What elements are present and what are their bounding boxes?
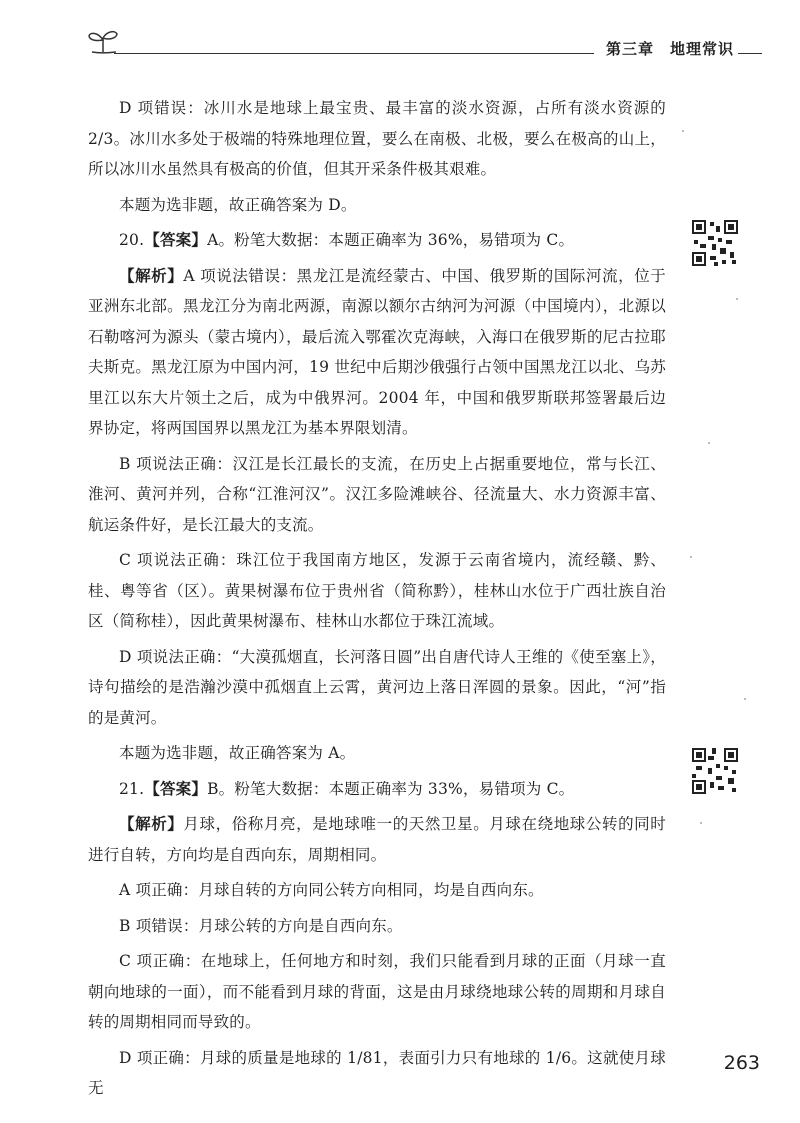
- paragraph-text: 月球，俗称月亮，是地球唯一的天然卫星。月球在绕地球公转的同时进行自转，方向均是自西向东，周期相同。: [88, 815, 666, 864]
- scan-speck: [690, 556, 692, 558]
- paragraph-text: B。粉笔大数据：本题正确率为 33%，易错项为 C。: [207, 779, 575, 798]
- sprout-logo-icon: [86, 28, 120, 54]
- paragraph-text: A 项正确：月球自转的方向同公转方向相同，均是自西向东。: [119, 881, 544, 899]
- paragraph-text: A 项说法错误：黑龙江是流经蒙古、中国、俄罗斯的国际河流，位于亚洲东北部。黑龙江分为南北两源，南源以额尔古纳河为河源（中国境内），北源以石勒喀河为源头（蒙古境内），最后流入鄂霍次克海峡，入海口在俄罗斯的尼古拉耶夫斯克。黑龙江原为中国内河，19 世纪中后期沙俄强行占领中国黑龙江以北、乌苏里江以东大片领土之后，成为中俄界河。2004 年，中国和俄罗斯联邦签署最后边界协定，将两国国界以黑龙江为基本界限划清。: [88, 266, 666, 437]
- paragraph-text: 本题为选非题，故正确答案为 A。: [119, 744, 356, 762]
- body-paragraph: [88, 738, 666, 769]
- page-body: [88, 93, 666, 1109]
- body-paragraph: [88, 774, 666, 805]
- body-paragraph: [88, 875, 666, 906]
- body-paragraph: [88, 225, 666, 256]
- body-paragraph: [88, 190, 666, 221]
- header-rule-end: [738, 53, 762, 54]
- body-paragraph: [88, 93, 666, 185]
- body-paragraph: [88, 946, 666, 1038]
- body-paragraph: [88, 911, 666, 942]
- body-paragraph: [88, 261, 666, 444]
- paragraph-text: B 项错误：月球公转的方向是自西向东。: [119, 916, 403, 935]
- body-paragraph: [88, 809, 666, 870]
- paragraph-text: D 项正确：月球的质量是地球的 1/81，表面引力只有地球的 1/6。这就使月球无: [88, 1048, 666, 1097]
- paragraph-text: B 项说法正确：汉江是长江最长的支流，在历史上占据重要地位，常与长江、淮河、黄河并列，合称“江淮河汉”。汉江多险滩峡谷、径流量大、水力资源丰富、航运条件好，是长江最大的支流。: [88, 454, 666, 534]
- qr-code-icon: [690, 218, 740, 268]
- paragraph-text: D 项错误：冰川水是地球上最宝贵、最丰富的淡水资源，占所有淡水资源的 2/3。冰川水多处于极端的特殊地理位置，要么在南极、北极，要么在极高的山上，所以冰川水虽然具有极高的价值，但其开采条件极其艰难。: [88, 99, 666, 178]
- paragraph-text: C 项正确：在地球上，任何地方和时刻，我们只能看到月球的正面（月球一直朝向地球的一面），而不能看到月球的背面，这是由月球绕地球公转的周期和月球自转的周期相同而导致的。: [88, 952, 666, 1031]
- chapter-title: 第三章 地理常识: [606, 40, 735, 58]
- page-header: [0, 0, 800, 70]
- paragraph-text: 20.: [119, 231, 145, 249]
- body-paragraph: [88, 449, 666, 541]
- qr-code-icon: [690, 746, 740, 796]
- paragraph-text: A。粉笔大数据：本题正确率为 36%，易错项为 C。: [207, 231, 575, 249]
- paragraph-text: C 项说法正确：珠江位于我国南方地区，发源于云南省境内，流经赣、黔、桂、粤等省（区）。黄果树瀑布位于贵州省（简称黔），桂林山水位于广西壮族自治区（简称桂），因此黄果树瀑布、桂林山水都位于珠江流域。: [88, 551, 666, 630]
- label-tag: 【解析】: [119, 265, 184, 285]
- label-tag: 【答案】: [144, 230, 208, 249]
- scan-speck: [700, 822, 702, 824]
- header-rule: [114, 53, 594, 54]
- scan-speck: [744, 698, 746, 700]
- paragraph-text: D 项说法正确：“大漠孤烟直，长河落日圆”出自唐代诗人王维的《使至塞上》，诗句描绘的是浩瀚沙漠中孤烟直上云霄，黄河边上落日浑圆的景象。因此，“河”指的是黄河。: [88, 647, 666, 727]
- body-paragraph: [88, 1043, 666, 1104]
- page-number: 263: [723, 1052, 760, 1074]
- scan-speck: [736, 298, 738, 300]
- scan-speck: [708, 442, 710, 444]
- paragraph-text: 21.: [119, 779, 145, 798]
- label-tag: 【答案】: [144, 778, 208, 798]
- scan-speck: [682, 130, 684, 132]
- body-paragraph: [88, 642, 666, 734]
- paragraph-text: 本题为选非题，故正确答案为 D。: [119, 195, 357, 214]
- body-paragraph: [88, 545, 666, 637]
- label-tag: 【解析】: [119, 814, 184, 833]
